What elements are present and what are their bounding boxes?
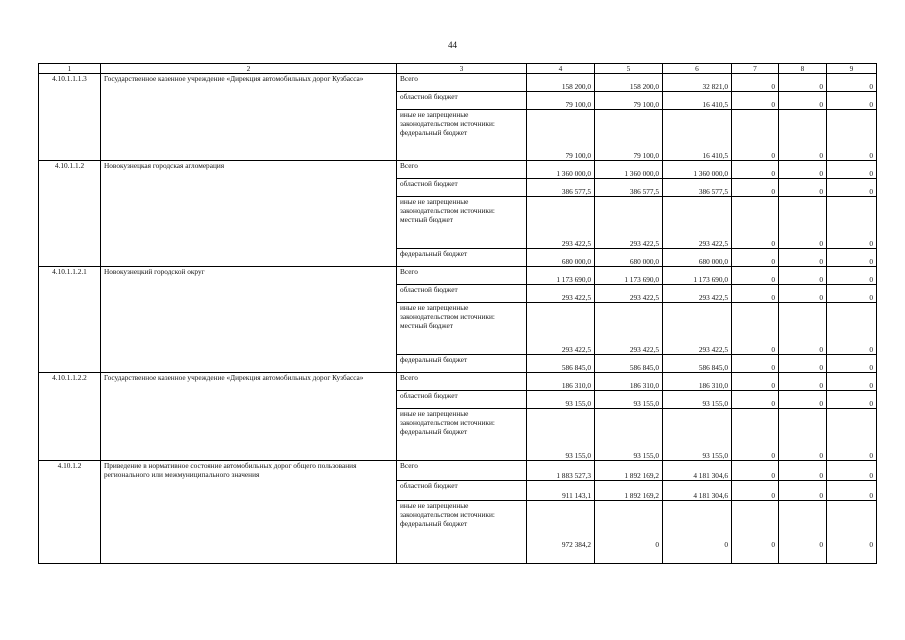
value-cell: 293 422,5 xyxy=(527,303,595,355)
funding-source: Всего xyxy=(397,74,527,92)
value-cell: 0 xyxy=(779,179,827,197)
value-cell: 4 181 304,6 xyxy=(663,481,732,501)
value-cell: 680 000,0 xyxy=(663,249,732,267)
value-cell: 4 181 304,6 xyxy=(663,461,732,481)
value-cell: 0 xyxy=(779,110,827,161)
value-cell: 0 xyxy=(779,391,827,409)
value-cell: 1 360 000,0 xyxy=(663,161,732,179)
column-header: 1 xyxy=(39,64,101,74)
value-cell: 293 422,5 xyxy=(527,285,595,303)
header-row xyxy=(39,64,877,74)
column-header: 2 xyxy=(101,64,397,74)
funding-source: областной бюджет xyxy=(397,481,527,501)
value-cell: 0 xyxy=(827,92,877,110)
column-header: 8 xyxy=(779,64,827,74)
value-cell: 0 xyxy=(779,161,827,179)
value-cell: 0 xyxy=(779,373,827,391)
value-cell: 0 xyxy=(732,373,779,391)
value-cell: 386 577,5 xyxy=(663,179,732,197)
value-cell: 0 xyxy=(827,501,877,564)
funding-source: иные не запрещенные законодательством источники: xyxy=(400,501,495,519)
value-cell: 0 xyxy=(827,197,877,249)
value-cell: 93 155,0 xyxy=(595,391,663,409)
value-cell: 93 155,0 xyxy=(663,409,732,461)
table-row xyxy=(39,461,877,481)
value-cell: 79 100,0 xyxy=(595,110,663,161)
value-cell: 0 xyxy=(779,303,827,355)
value-cell: 186 310,0 xyxy=(663,373,732,391)
table-row xyxy=(39,161,877,179)
value-cell: 0 xyxy=(732,285,779,303)
value-cell: 186 310,0 xyxy=(527,373,595,391)
value-cell: 79 100,0 xyxy=(527,110,595,161)
funding-source: иные не запрещенные законодательством источники: xyxy=(400,110,495,128)
value-cell: 0 xyxy=(827,285,877,303)
value-cell: 1 173 690,0 xyxy=(595,267,663,285)
funding-source: областной бюджет xyxy=(397,92,527,110)
value-cell: 0 xyxy=(732,197,779,249)
value-cell: 0 xyxy=(732,267,779,285)
value-cell: 93 155,0 xyxy=(527,409,595,461)
value-cell: 0 xyxy=(779,197,827,249)
value-cell: 293 422,5 xyxy=(663,303,732,355)
value-cell: 0 xyxy=(827,303,877,355)
column-header: 7 xyxy=(732,64,779,74)
value-cell: 386 577,5 xyxy=(527,179,595,197)
value-cell: 1 360 000,0 xyxy=(527,161,595,179)
row-code: 4.10.1.1.1.3 xyxy=(39,74,101,161)
value-cell: 293 422,5 xyxy=(663,285,732,303)
value-cell: 293 422,5 xyxy=(527,197,595,249)
value-cell: 386 577,5 xyxy=(595,179,663,197)
column-header: 3 xyxy=(397,64,527,74)
value-cell: 293 422,5 xyxy=(595,285,663,303)
value-cell: 0 xyxy=(779,249,827,267)
row-code: 4.10.1.1.2 xyxy=(39,161,101,267)
value-cell: 79 100,0 xyxy=(527,92,595,110)
funding-subsource: федеральный бюджет xyxy=(400,427,468,436)
value-cell: 0 xyxy=(779,501,827,564)
value-cell: 972 384,2 xyxy=(527,501,595,564)
table-row xyxy=(39,373,877,391)
value-cell: 0 xyxy=(827,179,877,197)
value-cell: 16 410,5 xyxy=(663,110,732,161)
funding-subsource: местный бюджет xyxy=(400,321,453,330)
value-cell: 1 892 169,2 xyxy=(595,461,663,481)
value-cell: 79 100,0 xyxy=(595,92,663,110)
budget-table xyxy=(38,63,877,564)
funding-source: федеральный бюджет xyxy=(397,249,527,267)
funding-source: Всего xyxy=(397,461,527,481)
value-cell: 911 143,1 xyxy=(527,481,595,501)
value-cell: 0 xyxy=(732,110,779,161)
funding-subsource: федеральный бюджет xyxy=(400,519,468,528)
value-cell: 293 422,5 xyxy=(595,197,663,249)
row-name: Приведение в нормативное состояние автомобильных дорог общего пользования регионального или межмуниципального значения xyxy=(101,461,397,564)
value-cell: 0 xyxy=(663,501,732,564)
value-cell: 1 360 000,0 xyxy=(595,161,663,179)
value-cell: 0 xyxy=(732,481,779,501)
funding-source-cell xyxy=(397,303,527,355)
value-cell: 293 422,5 xyxy=(595,303,663,355)
value-cell: 0 xyxy=(732,409,779,461)
value-cell: 0 xyxy=(827,391,877,409)
value-cell: 93 155,0 xyxy=(595,409,663,461)
value-cell: 93 155,0 xyxy=(527,391,595,409)
value-cell: 0 xyxy=(732,74,779,92)
value-cell: 93 155,0 xyxy=(663,391,732,409)
value-cell: 0 xyxy=(827,373,877,391)
row-name: Новокузнецкий городской округ xyxy=(101,267,397,373)
row-code: 4.10.1.1.2.2 xyxy=(39,373,101,461)
column-header: 5 xyxy=(595,64,663,74)
value-cell: 0 xyxy=(827,161,877,179)
row-name: Новокузнецкая городская агломерация xyxy=(101,161,397,267)
row-name: Государственное казенное учреждение «Дирекция автомобильных дорог Кузбасса» xyxy=(101,373,397,461)
value-cell: 293 422,5 xyxy=(663,197,732,249)
column-header: 4 xyxy=(527,64,595,74)
value-cell: 1 173 690,0 xyxy=(663,267,732,285)
value-cell: 586 845,0 xyxy=(595,355,663,373)
row-code: 4.10.1.1.2.1 xyxy=(39,267,101,373)
value-cell: 0 xyxy=(779,74,827,92)
funding-source: иные не запрещенные законодательством источники: xyxy=(400,303,495,321)
value-cell: 158 200,0 xyxy=(527,74,595,92)
funding-source: областной бюджет xyxy=(397,391,527,409)
value-cell: 0 xyxy=(595,501,663,564)
funding-source: Всего xyxy=(397,267,527,285)
funding-source: Всего xyxy=(397,161,527,179)
value-cell: 0 xyxy=(779,481,827,501)
value-cell: 0 xyxy=(827,481,877,501)
value-cell: 0 xyxy=(779,355,827,373)
page-number: 44 xyxy=(448,40,457,50)
value-cell: 1 892 169,2 xyxy=(595,481,663,501)
value-cell: 0 xyxy=(732,179,779,197)
value-cell: 0 xyxy=(732,501,779,564)
row-code: 4.10.1.2 xyxy=(39,461,101,564)
value-cell: 0 xyxy=(779,409,827,461)
value-cell: 0 xyxy=(732,161,779,179)
funding-source-cell xyxy=(397,110,527,161)
column-header: 9 xyxy=(827,64,877,74)
value-cell: 32 821,0 xyxy=(663,74,732,92)
value-cell: 0 xyxy=(827,461,877,481)
funding-subsource: федеральный бюджет xyxy=(400,128,468,137)
value-cell: 0 xyxy=(827,249,877,267)
value-cell: 680 000,0 xyxy=(595,249,663,267)
value-cell: 0 xyxy=(779,267,827,285)
funding-subsource: местный бюджет xyxy=(400,215,453,224)
funding-source-cell xyxy=(397,501,527,564)
value-cell: 0 xyxy=(827,409,877,461)
value-cell: 0 xyxy=(779,461,827,481)
value-cell: 0 xyxy=(827,267,877,285)
value-cell: 16 410,5 xyxy=(663,92,732,110)
value-cell: 0 xyxy=(827,74,877,92)
funding-source: иные не запрещенные законодательством источники: xyxy=(400,409,495,427)
value-cell: 158 200,0 xyxy=(595,74,663,92)
funding-source: иные не запрещенные законодательством источники: xyxy=(400,197,495,215)
value-cell: 0 xyxy=(827,110,877,161)
value-cell: 0 xyxy=(732,355,779,373)
column-header: 6 xyxy=(663,64,732,74)
value-cell: 1 883 527,3 xyxy=(527,461,595,481)
value-cell: 0 xyxy=(732,461,779,481)
table-row xyxy=(39,267,877,285)
value-cell: 0 xyxy=(779,285,827,303)
table-row xyxy=(39,74,877,92)
value-cell: 0 xyxy=(732,92,779,110)
value-cell: 586 845,0 xyxy=(663,355,732,373)
funding-source: федеральный бюджет xyxy=(397,355,527,373)
value-cell: 0 xyxy=(779,92,827,110)
value-cell: 0 xyxy=(732,303,779,355)
value-cell: 1 173 690,0 xyxy=(527,267,595,285)
value-cell: 680 000,0 xyxy=(527,249,595,267)
funding-source-cell xyxy=(397,197,527,249)
value-cell: 0 xyxy=(732,249,779,267)
row-name: Государственное казенное учреждение «Дирекция автомобильных дорог Кузбасса» xyxy=(101,74,397,161)
funding-source: областной бюджет xyxy=(397,179,527,197)
value-cell: 0 xyxy=(827,355,877,373)
value-cell: 0 xyxy=(732,391,779,409)
value-cell: 586 845,0 xyxy=(527,355,595,373)
funding-source: областной бюджет xyxy=(397,285,527,303)
value-cell: 186 310,0 xyxy=(595,373,663,391)
funding-source-cell xyxy=(397,409,527,461)
funding-source: Всего xyxy=(397,373,527,391)
